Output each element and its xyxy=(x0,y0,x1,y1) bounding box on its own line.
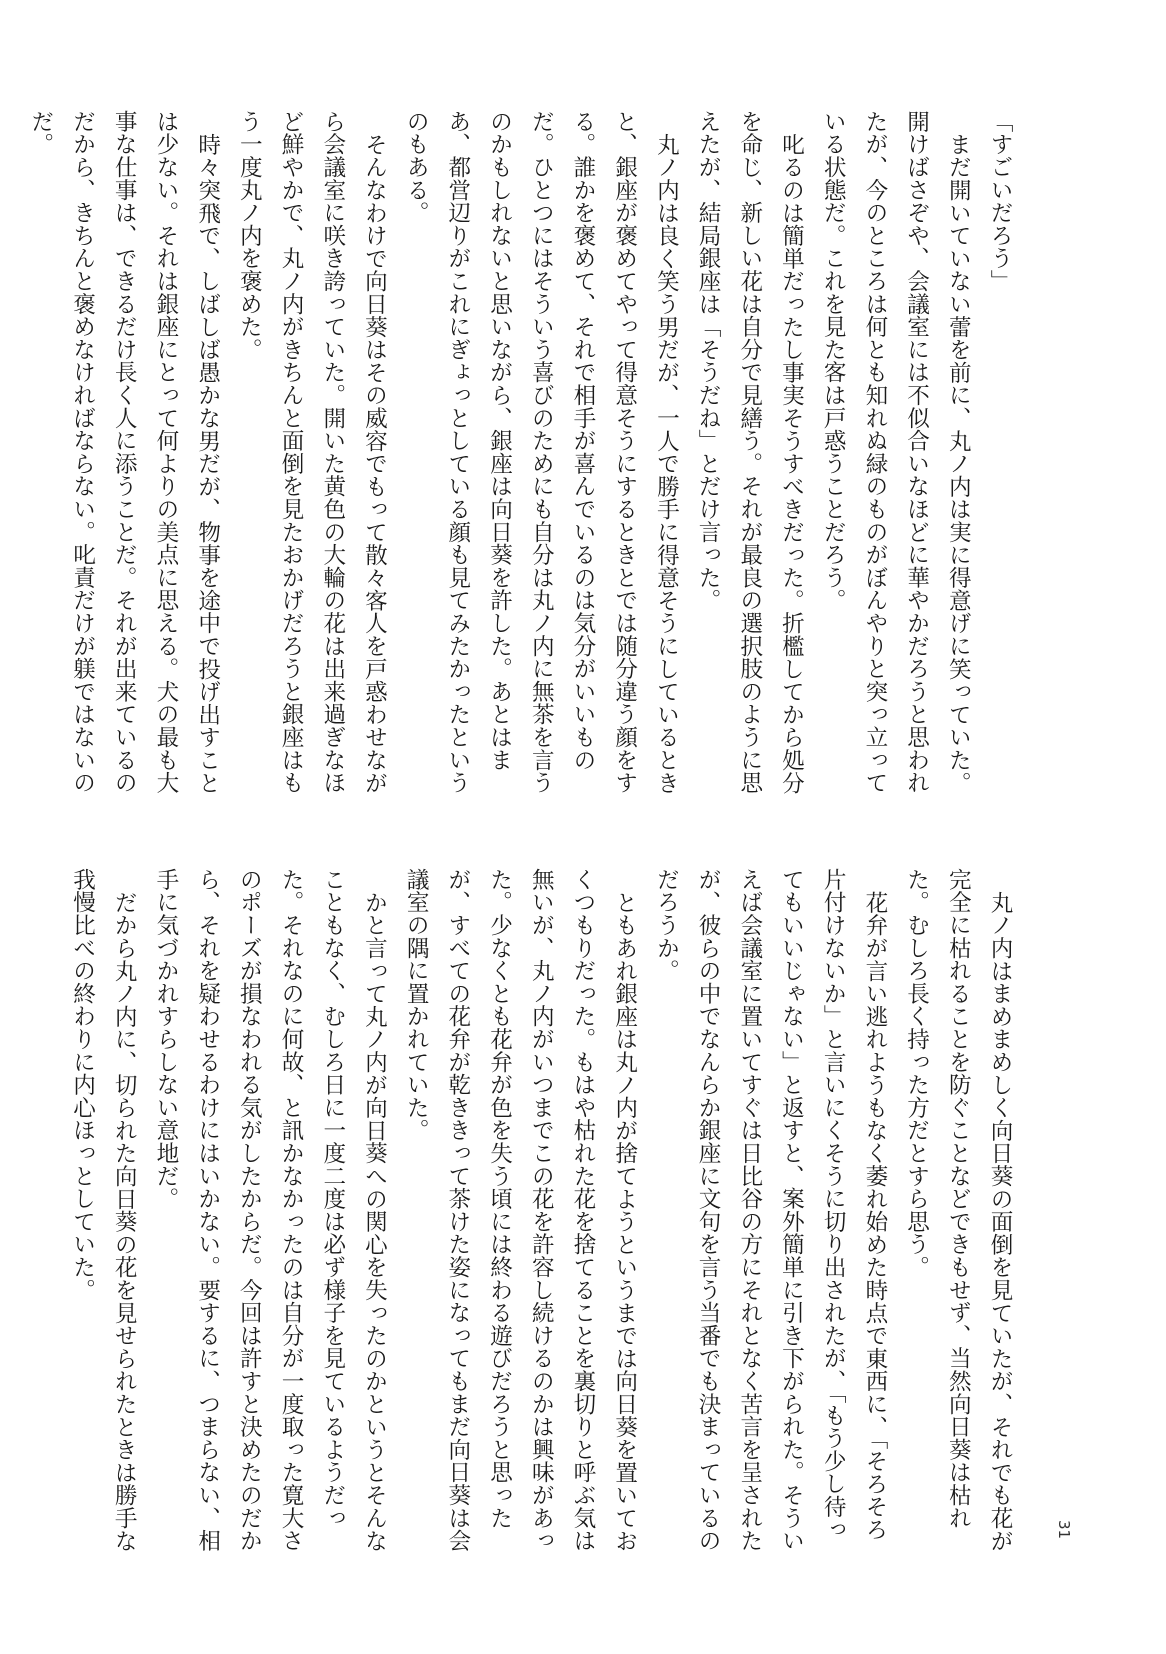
paragraph: かと言って丸ノ内が向日葵への関心を失ったのかというとそんなこともなく、むしろ日に一度二度は必ず様子を見ているようだった。それなのに何故、と訊かなかったのは自分が一度取った寛大さのポーズが損なわれる気がしたからだ。今回は許すと決めたのだから、それを疑わせるわけにはいかない。要するに、つまらない、相手に気づかれすらしない意地だ。 xyxy=(152,868,388,1552)
lower-text-block xyxy=(69,868,1020,1558)
upper-text-block xyxy=(27,110,1020,800)
page-number: 31 xyxy=(1055,1520,1073,1540)
paragraph: 花弁が言い逃れようもなく萎れ始めた時点で東西に、「そろそろ片付けないか」と言いにくそうに切り出されたが、「もう少し待ってもいいじゃない」と返すと、案外簡単に引き下がられた。そういえば会議室に置いてすぐは日比谷の方にそれとなく苦言を呈されたが、彼らの中でなんらか銀座に文句を言う当番でも決まっているのだろうか。 xyxy=(653,868,888,1552)
paragraph: 叱るのは簡単だったし事実そうすべきだった。折檻してから処分を命じ、新しい花は自分で見繕う。それが最良の選択肢のように思えたが、結局銀座は「そうだね」とだけ言った。 xyxy=(695,110,805,794)
paragraph: 時々突飛で、しばしば愚かな男だが、物事を途中で投げ出すことは少ない。それは銀座にとって何よりの美点に思える。犬の最も大事な仕事は、できるだけ長く人に添うことだ。それが出来ているのだから、きちんと褒めなければならない。叱責だけが躾ではないのだ。 xyxy=(27,110,221,794)
paragraph: だから丸ノ内に、切られた向日葵の花を見せられたときは勝手な我慢比べの終わりに内心ほっとしていた。 xyxy=(69,868,138,1552)
paragraph: そんなわけで向日葵はその威容でもって散々客人を戸惑わせながら会議室に咲き誇っていた。開いた黄色の大輪の花は出来過ぎなほど鮮やかで、丸ノ内がきちんと面倒を見たおかげだろうと銀座はもう一度丸ノ内を褒めた。 xyxy=(236,110,388,794)
paragraph: 丸ノ内は良く笑う男だが、一人で勝手に得意そうにしているときと、銀座が褒めてやって得意そうにするときとでは随分違う顔をする。誰かを褒めて、それで相手が喜んでいるのは気分がいいものだ。ひとつにはそういう喜びのためにも自分は丸ノ内に無茶を言うのかもしれないと思いながら、銀座は向日葵を許した。あとはまあ、都営辺りがこれにぎょっとしている顔も見てみたかったというのもある。 xyxy=(403,110,680,794)
paragraph: まだ開いていない蕾を前に、丸ノ内は実に得意げに笑っていた。開けばさぞや、会議室には不似合いなほどに華やかだろうと思われたが、今のところは何とも知れぬ緑のものがぼんやりと突っ立っている状態だ。これを見た客は戸惑うことだろう。 xyxy=(820,110,972,794)
paragraph: 丸ノ内はまめまめしく向日葵の面倒を見ていたが、それでも花が完全に枯れることを防ぐことなどできもせず、当然向日葵は枯れた。むしろ長く持った方だとすら思う。 xyxy=(903,868,1013,1552)
paragraph: ともあれ銀座は丸ノ内が捨てようというまでは向日葵を置いておくつもりだった。もはや枯れた花を捨てることを裏切りと呼ぶ気は無いが、丸ノ内がいつまでこの花を許容し続けるのかは興味があった。少なくとも花弁が色を失う頃には終わる遊びだろうと思ったが、すべての花弁が乾ききって茶けた姿になってもまだ向日葵は会議室の隅に置かれていた。 xyxy=(403,868,638,1552)
paragraph: 「すごいだろう」 xyxy=(987,110,1013,293)
